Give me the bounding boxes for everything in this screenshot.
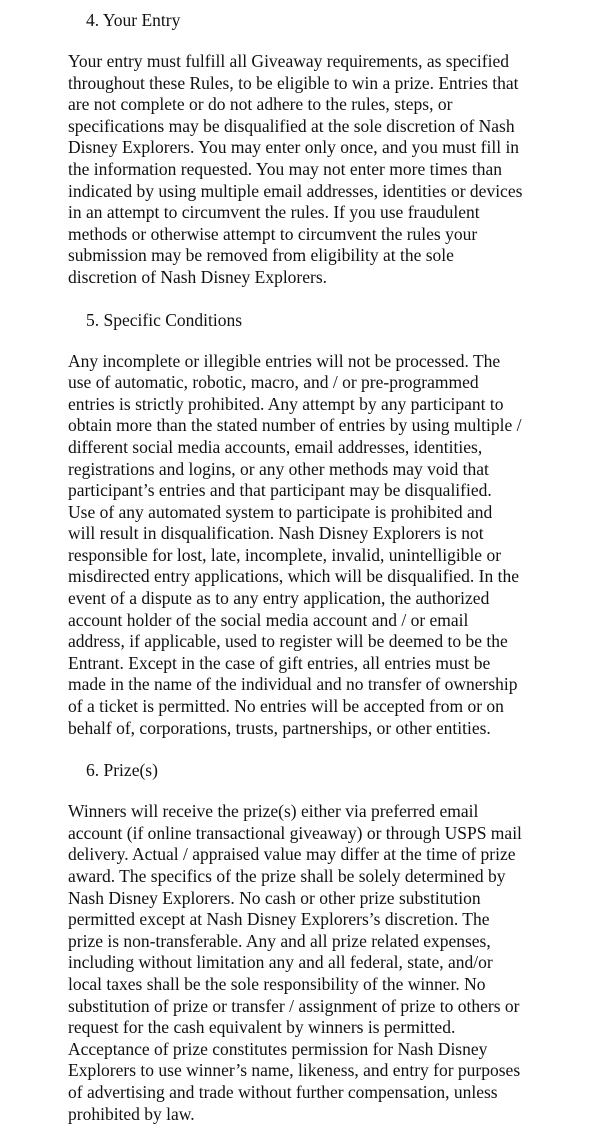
paragraph-line: account holder of the social media account and / or email [68, 609, 469, 630]
section-prizes [68, 758, 560, 1125]
paragraph-line: Winners will receive the prize(s) either via preferred email [68, 801, 479, 822]
section-your-entry [68, 8, 560, 289]
paragraph-line: the information requested. You may not enter more times than [68, 158, 503, 179]
paragraph-line: Any incomplete or illegible entries will not be processed. The [68, 350, 501, 371]
paragraph-line: responsible for lost, late, incomplete, invalid, unintelligible or [68, 544, 502, 565]
paragraph-line: participant’s entries and that participant may be disqualified. [68, 480, 492, 501]
paragraph-line: are not complete or do not adhere to the rules, steps, or [68, 94, 453, 115]
paragraph-line: behalf of, corporations, trusts, partnerships, or other entities. [68, 717, 491, 738]
paragraph-line: request for the cash equivalent by winners is permitted. [68, 1017, 456, 1038]
paragraph-line: obtain more than the stated number of entries by using multiple / [68, 415, 522, 436]
rules-document [68, 8, 560, 1144]
paragraph-line: Explorers to use winner’s name, likeness, and entry for purposes [68, 1060, 521, 1081]
paragraph-line: registrations and logins, or any other methods may void that [68, 458, 489, 479]
section-paragraph [68, 351, 560, 740]
paragraph-line: of a ticket is permitted. No entries will be accepted from or on [68, 696, 504, 717]
paragraph-line: different social media accounts, email addresses, identities, [68, 436, 483, 457]
paragraph-line: account (if online transactional giveaway) or through USPS mail [68, 822, 522, 843]
section-heading: 5. Specific Conditions [86, 309, 243, 330]
paragraph-line: in an attempt to circumvent the rules. If you use fraudulent [68, 202, 480, 223]
paragraph-line: delivery. Actual / appraised value may differ at the time of prize [68, 844, 516, 865]
paragraph-line: Acceptance of prize constitutes permission for Nash Disney [68, 1038, 488, 1059]
paragraph-line: Disney Explorers. You may enter only once, and you must fill in [68, 137, 520, 158]
paragraph-line: indicated by using multiple email addresses, identities or devices [68, 180, 523, 201]
paragraph-line: Use of any automated system to participate is prohibited and [68, 501, 493, 522]
paragraph-line: prohibited by law. [68, 1103, 195, 1124]
paragraph-line: misdirected entry applications, which will be disqualified. In the [68, 566, 519, 587]
paragraph-line: submission may be removed from eligibility at the sole [68, 245, 454, 266]
section-paragraph [68, 51, 560, 289]
paragraph-line: Your entry must fulfill all Giveaway requirements, as specified [68, 51, 509, 71]
paragraph-line: made in the name of the individual and no transfer of ownership [68, 674, 518, 695]
section-heading: 6. Prize(s) [86, 760, 158, 781]
paragraph-line: methods or otherwise attempt to circumvent the rules your [68, 223, 478, 244]
paragraph-line: specifications may be disqualified at the sole discretion of Nash [68, 115, 515, 136]
paragraph-line: discretion of Nash Disney Explorers. [68, 266, 328, 287]
paragraph-line: Nash Disney Explorers. No cash or other prize substitution [68, 887, 481, 908]
paragraph-line: substitution of prize or transfer / assignment of prize to others or [68, 995, 520, 1016]
section-specific-conditions [68, 308, 560, 740]
paragraph-line: use of automatic, robotic, macro, and / or pre-programmed [68, 372, 479, 393]
paragraph-line: of advertising and trade without further compensation, unless [68, 1081, 498, 1102]
paragraph-line: throughout these Rules, to be eligible to win a prize. Entries that [68, 72, 519, 93]
section-heading: 4. Your Entry [86, 10, 181, 30]
paragraph-line: permitted except at Nash Disney Explorers’s discretion. The [68, 909, 490, 930]
paragraph-line: will result in disqualification. Nash Disney Explorers is not [68, 523, 484, 544]
section-paragraph [68, 801, 560, 1125]
paragraph-line: entries is strictly prohibited. Any attempt by any participant to [68, 393, 504, 414]
paragraph-line: local taxes shall be the sole responsibility of the winner. No [68, 973, 486, 994]
paragraph-line: address, if applicable, used to register will be deemed to be the [68, 631, 508, 652]
paragraph-line: Entrant. Except in the case of gift entries, all entries must be [68, 652, 491, 673]
paragraph-line: award. The specifics of the prize shall be solely determined by [68, 866, 506, 886]
paragraph-line: prize is non-transferable. Any and all prize related expenses, [68, 930, 491, 951]
paragraph-line: event of a dispute as to any entry application, the authorized [68, 588, 490, 609]
paragraph-line: including without limitation any and all federal, state, and/or [68, 952, 493, 973]
